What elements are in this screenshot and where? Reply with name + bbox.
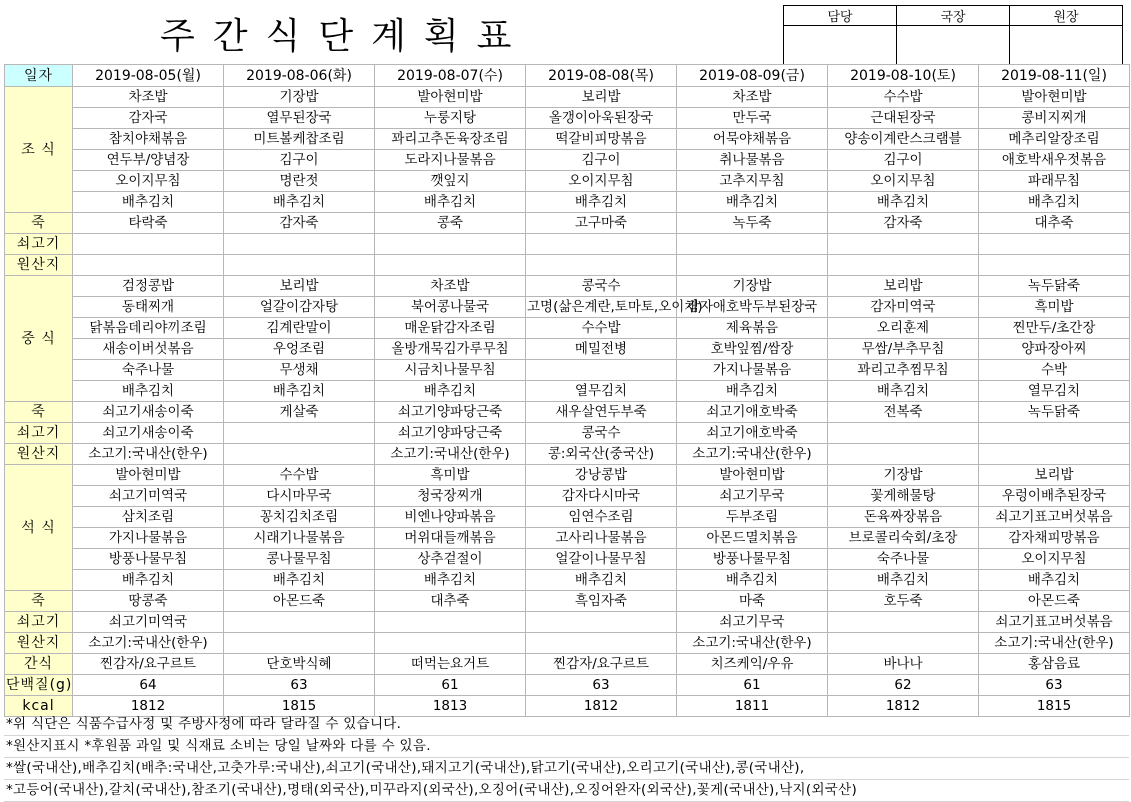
menu-cell[interactable]: 쇠고기무국 [677,486,828,507]
approval-label: 국장 [897,6,1010,26]
menu-cell[interactable]: 깻잎지 [375,171,526,192]
table-row [5,612,1130,633]
menu-cell[interactable] [224,612,375,633]
menu-cell[interactable]: 배추김치 [677,381,828,402]
menu-cell[interactable]: 김구이 [224,150,375,171]
menu-cell[interactable]: 소고기:국내산(한우) [979,633,1130,654]
table-row [5,318,1130,339]
menu-cell[interactable]: 상추겉절이 [375,549,526,570]
menu-cell[interactable]: 메밀전병 [526,339,677,360]
menu-cell[interactable]: 가지나물볶음 [73,528,224,549]
menu-cell[interactable]: 방풍나물무침 [677,549,828,570]
menu-cell[interactable]: 아몬드죽 [224,591,375,612]
menu-cell[interactable]: 열무김치 [526,381,677,402]
table-row [5,528,1130,549]
menu-cell[interactable]: 배추김치 [677,570,828,591]
menu-cell[interactable]: 발아현미밥 [73,465,224,486]
menu-cell[interactable]: 배추김치 [979,570,1130,591]
menu-cell[interactable]: 쇠고기표고버섯볶음 [979,612,1130,633]
menu-cell[interactable]: 배추김치 [224,570,375,591]
menu-cell[interactable]: 얼갈이나물무침 [526,549,677,570]
menu-cell[interactable]: 흑미밥 [375,465,526,486]
menu-cell[interactable]: 파래무침 [979,171,1130,192]
menu-cell[interactable]: 취나물볶음 [677,150,828,171]
menu-cell[interactable]: 보리밥 [979,465,1130,486]
menu-cell[interactable]: 도라지나물볶음 [375,150,526,171]
menu-cell[interactable]: 애호박새우젓볶음 [979,150,1130,171]
menu-cell[interactable]: 우렁이배추된장국 [979,486,1130,507]
origin-label: 쇠고기 [5,612,73,633]
menu-cell[interactable] [224,423,375,444]
menu-cell[interactable] [526,255,677,276]
table-row [5,192,1130,213]
menu-cell[interactable]: 미트볼케찹조림 [224,129,375,150]
table-row [5,591,1130,612]
menu-cell[interactable]: 63 [224,675,375,696]
menu-cell[interactable]: 어묵야채볶음 [677,129,828,150]
menu-cell[interactable] [224,255,375,276]
table-row [5,87,1130,108]
table-row [5,213,1130,234]
menu-cell[interactable]: 누룽지탕 [375,108,526,129]
menu-cell[interactable]: 2019-08-07(수) [375,65,526,87]
menu-cell[interactable]: 발아현미밥 [375,87,526,108]
menu-cell[interactable]: 고사리나물볶음 [526,528,677,549]
menu-cell[interactable]: 김계란말이 [224,318,375,339]
menu-cell[interactable]: 떡갈비피망볶음 [526,129,677,150]
menu-cell[interactable]: 열무된장국 [224,108,375,129]
menu-cell[interactable] [73,234,224,255]
menu-cell[interactable]: 기장밥 [677,276,828,297]
table-row [5,570,1130,591]
menu-cell[interactable]: 새우살연두부죽 [526,402,677,423]
menu-cell[interactable] [526,234,677,255]
table-row [5,276,1130,297]
menu-cell[interactable]: 고명(삶은계란,토마토,오이채) [526,297,677,318]
origin-label: 쇠고기 [5,423,73,444]
menu-cell[interactable]: 63 [526,675,677,696]
menu-cell[interactable]: 수수밥 [526,318,677,339]
menu-cell[interactable]: 61 [375,675,526,696]
table-row [5,633,1130,654]
menu-cell[interactable]: 감자다시마국 [526,486,677,507]
menu-cell[interactable]: 무생채 [224,360,375,381]
menu-cell[interactable]: 아몬드죽 [979,591,1130,612]
menu-cell[interactable]: 돈육짜장볶음 [828,507,979,528]
menu-cell[interactable]: 배추김치 [828,381,979,402]
menu-cell[interactable]: 매운닭감자조림 [375,318,526,339]
menu-cell[interactable]: 북어콩나물국 [375,297,526,318]
table-row [5,507,1130,528]
menu-cell[interactable]: 61 [677,675,828,696]
menu-cell[interactable]: 올갱이아욱된장국 [526,108,677,129]
menu-cell[interactable]: 콩국수 [526,423,677,444]
table-row [5,108,1130,129]
table-row [5,360,1130,381]
menu-cell[interactable]: 2019-08-10(토) [828,65,979,87]
menu-cell[interactable]: 오이지무침 [526,171,677,192]
note-line: *고등어(국내산),갈치(국내산),참조기(국내산),명태(외국산),미꾸라지(외국산),오징어(국내산),오징어완자(외국산),꽃게(국내산),낙지(외국산) [4,780,1129,802]
menu-cell[interactable]: 녹두닭죽 [979,402,1130,423]
table-row [5,423,1130,444]
menu-cell[interactable]: 보리밥 [828,276,979,297]
menu-cell[interactable]: 삼치조림 [73,507,224,528]
menu-cell[interactable]: 1815 [979,696,1130,717]
menu-cell[interactable]: 배추김치 [73,192,224,213]
menu-cell[interactable]: 찐만두/초간장 [979,318,1130,339]
note-line: *쌀(국내산),배추김치(배추:국내산,고춧가루:국내산),쇠고기(국내산),돼지고기(국내산),닭고기(국내산),오리고기(국내산),콩(국내산), [4,758,1129,780]
menu-cell[interactable] [224,444,375,465]
menu-cell[interactable]: 오리훈제 [828,318,979,339]
table-row [5,339,1130,360]
table-row [5,129,1130,150]
menu-cell[interactable]: 임연수조림 [526,507,677,528]
menu-cell[interactable]: 떠먹는요거트 [375,654,526,675]
menu-cell[interactable]: 꽈리고추돈육장조림 [375,129,526,150]
weekly-menu-table [4,64,1130,717]
table-row [5,234,1130,255]
menu-cell[interactable]: 63 [979,675,1130,696]
menu-cell[interactable]: 메추리알장조림 [979,129,1130,150]
menu-cell[interactable]: 양송이계란스크램블 [828,129,979,150]
porridge-label: 죽 [5,591,73,612]
menu-cell[interactable]: 땅콩죽 [73,591,224,612]
table-row [5,654,1130,675]
porridge-label: 죽 [5,213,73,234]
menu-cell[interactable]: 발아현미밥 [677,465,828,486]
menu-cell[interactable] [224,234,375,255]
menu-cell[interactable]: 만두국 [677,108,828,129]
menu-cell[interactable]: 소고기:국내산(한우) [375,444,526,465]
notes [4,714,1129,802]
menu-cell[interactable]: 발아현미밥 [979,87,1130,108]
table-row [5,549,1130,570]
menu-cell[interactable] [828,234,979,255]
approval-sign-cell[interactable] [1010,26,1123,67]
menu-cell[interactable]: 배추김치 [375,570,526,591]
menu-cell[interactable]: 1815 [224,696,375,717]
menu-cell[interactable]: 바나나 [828,654,979,675]
origin-label: 원산지 [5,255,73,276]
menu-cell[interactable]: 기장밥 [224,87,375,108]
table-row [5,150,1130,171]
menu-cell[interactable]: 쇠고기표고버섯볶음 [979,507,1130,528]
menu-cell[interactable] [526,360,677,381]
menu-cell[interactable]: 배추김치 [375,192,526,213]
menu-cell[interactable]: 꽈리고추찜무침 [828,360,979,381]
menu-cell[interactable] [677,234,828,255]
menu-cell[interactable]: 차조밥 [375,276,526,297]
menu-cell[interactable] [375,255,526,276]
menu-cell[interactable]: 배추김치 [375,381,526,402]
menu-cell[interactable]: 브로콜리숙회/초장 [828,528,979,549]
menu-cell[interactable]: 배추김치 [677,192,828,213]
menu-cell[interactable] [979,444,1130,465]
kcal-label: kcal [5,696,73,717]
menu-cell[interactable] [979,423,1130,444]
menu-cell[interactable]: 청국장찌개 [375,486,526,507]
menu-cell[interactable]: 차조밥 [73,87,224,108]
menu-cell[interactable]: 단호박식혜 [224,654,375,675]
menu-cell[interactable]: 감자죽 [828,213,979,234]
menu-cell[interactable]: 배추김치 [224,381,375,402]
menu-cell[interactable] [375,234,526,255]
menu-cell[interactable]: 타락죽 [73,213,224,234]
menu-cell[interactable] [828,633,979,654]
menu-cell[interactable]: 흑미밥 [979,297,1130,318]
menu-cell[interactable]: 검정콩밥 [73,276,224,297]
lunch-label: 중 식 [5,276,73,402]
menu-cell[interactable]: 보리밥 [224,276,375,297]
menu-cell[interactable]: 고구마죽 [526,213,677,234]
menu-cell[interactable]: 열무김치 [979,381,1130,402]
menu-cell[interactable]: 수수밥 [224,465,375,486]
menu-cell[interactable]: 다시마무국 [224,486,375,507]
menu-cell[interactable]: 1812 [828,696,979,717]
menu-cell[interactable]: 방풍나물무침 [73,549,224,570]
page-title: 주간식단계획표 [160,16,530,57]
menu-cell[interactable]: 녹두죽 [677,213,828,234]
menu-cell[interactable]: 연두부/양념장 [73,150,224,171]
menu-cell[interactable]: 콩죽 [375,213,526,234]
menu-cell[interactable]: 배추김치 [73,381,224,402]
menu-cell[interactable]: 명란젓 [224,171,375,192]
menu-cell[interactable] [375,633,526,654]
dinner-label: 석 식 [5,465,73,591]
menu-cell[interactable] [828,255,979,276]
menu-cell[interactable]: 기장밥 [828,465,979,486]
menu-cell[interactable]: 쇠고기미역국 [73,486,224,507]
menu-cell[interactable] [979,255,1130,276]
origin-label: 원산지 [5,633,73,654]
menu-cell[interactable]: 꽁치김치조림 [224,507,375,528]
menu-cell[interactable] [828,444,979,465]
menu-cell[interactable]: 제육볶음 [677,318,828,339]
table-row [5,465,1130,486]
menu-cell[interactable]: 콩비지찌개 [979,108,1130,129]
menu-cell[interactable]: 감자국 [73,108,224,129]
menu-cell[interactable] [526,612,677,633]
menu-cell[interactable]: 동태찌개 [73,297,224,318]
menu-cell[interactable]: 근대된장국 [828,108,979,129]
table-row [5,486,1130,507]
menu-cell[interactable]: 두부조림 [677,507,828,528]
menu-cell[interactable]: 콩:외국산(중국산) [526,444,677,465]
menu-cell[interactable] [979,234,1130,255]
menu-cell[interactable]: 올방개묵김가루무침 [375,339,526,360]
menu-cell[interactable]: 2019-08-06(화) [224,65,375,87]
approval-sign-cell[interactable] [784,26,897,67]
menu-cell[interactable]: 쇠고기애호박죽 [677,423,828,444]
menu-cell[interactable]: 쇠고기애호박죽 [677,402,828,423]
menu-cell[interactable]: 1813 [375,696,526,717]
menu-cell[interactable]: 전복죽 [828,402,979,423]
menu-cell[interactable]: 숙주나물 [73,360,224,381]
breakfast-label: 조 식 [5,87,73,213]
protein-label: 단백질(g) [5,675,73,696]
approval-box [783,5,1123,67]
menu-cell[interactable] [224,633,375,654]
menu-cell[interactable]: 쇠고기새송이죽 [73,402,224,423]
menu-cell[interactable]: 우엉조림 [224,339,375,360]
menu-cell[interactable]: 닭볶음데리야끼조림 [73,318,224,339]
menu-cell[interactable]: 숙주나물 [828,549,979,570]
menu-cell[interactable]: 시금치나물무침 [375,360,526,381]
table-row [5,297,1130,318]
menu-cell[interactable]: 수수밥 [828,87,979,108]
menu-cell[interactable]: 꽃게해물탕 [828,486,979,507]
menu-cell[interactable]: 배추김치 [979,192,1130,213]
menu-cell[interactable]: 쇠고기무국 [677,612,828,633]
menu-cell[interactable]: 대추죽 [375,591,526,612]
note-line: *원산지표시 *후원품 과일 및 식재료 소비는 당일 날짜와 다를 수 있음. [4,736,1129,758]
menu-cell[interactable]: 감자애호박두부된장국 [677,297,828,318]
menu-cell[interactable]: 감자죽 [224,213,375,234]
menu-cell[interactable] [375,612,526,633]
menu-cell[interactable]: 배추김치 [224,192,375,213]
menu-cell[interactable]: 2019-08-08(목) [526,65,677,87]
table-row [5,381,1130,402]
menu-cell[interactable]: 찐감자/요구르트 [73,654,224,675]
date-label: 일자 [5,65,73,87]
table-row [5,444,1130,465]
snack-label: 간식 [5,654,73,675]
menu-cell[interactable]: 대추죽 [979,213,1130,234]
note-line: *위 식단은 식품수급사정 및 주방사정에 따라 달라질 수 있습니다. [4,714,1129,736]
menu-cell[interactable]: 2019-08-09(금) [677,65,828,87]
menu-cell[interactable]: 2019-08-11(일) [979,65,1130,87]
menu-cell[interactable]: 찐감자/요구르트 [526,654,677,675]
menu-cell[interactable]: 쇠고기양파당근죽 [375,402,526,423]
menu-cell[interactable]: 소고기:국내산(한우) [73,444,224,465]
menu-cell[interactable]: 시래기나물볶음 [224,528,375,549]
menu-cell[interactable]: 오이지무침 [73,171,224,192]
menu-cell[interactable]: 64 [73,675,224,696]
menu-cell[interactable]: 감자미역국 [828,297,979,318]
menu-cell[interactable]: 62 [828,675,979,696]
table-row [5,171,1130,192]
menu-cell[interactable] [73,255,224,276]
menu-cell[interactable]: 얼갈이감자탕 [224,297,375,318]
menu-cell[interactable]: 머위대들깨볶음 [375,528,526,549]
menu-cell[interactable]: 배추김치 [828,192,979,213]
table-row [5,65,1130,87]
table-row [5,255,1130,276]
menu-cell[interactable]: 수박 [979,360,1130,381]
menu-cell[interactable]: 녹두닭죽 [979,276,1130,297]
approval-sign-cell[interactable] [897,26,1010,67]
menu-cell[interactable]: 1812 [526,696,677,717]
menu-cell[interactable]: 오이지무침 [828,171,979,192]
menu-cell[interactable]: 배추김치 [828,570,979,591]
menu-cell[interactable]: 쇠고기미역국 [73,612,224,633]
menu-cell[interactable]: 새송이버섯볶음 [73,339,224,360]
menu-cell[interactable]: 배추김치 [526,192,677,213]
table-row [5,675,1130,696]
menu-cell[interactable]: 배추김치 [73,570,224,591]
origin-label: 쇠고기 [5,234,73,255]
menu-cell[interactable]: 2019-08-05(월) [73,65,224,87]
menu-cell[interactable]: 1811 [677,696,828,717]
menu-cell[interactable]: 게살죽 [224,402,375,423]
menu-cell[interactable]: 김구이 [828,150,979,171]
menu-cell[interactable]: 흑임자죽 [526,591,677,612]
menu-cell[interactable]: 가지나물볶음 [677,360,828,381]
menu-cell[interactable]: 1812 [73,696,224,717]
menu-cell[interactable] [526,633,677,654]
menu-cell[interactable] [828,612,979,633]
menu-cell[interactable]: 차조밥 [677,87,828,108]
menu-cell[interactable]: 소고기:국내산(한우) [677,633,828,654]
menu-cell[interactable]: 콩나물무침 [224,549,375,570]
menu-cell[interactable]: 소고기:국내산(한우) [73,633,224,654]
menu-cell[interactable]: 배추김치 [526,570,677,591]
menu-cell[interactable]: 오이지무침 [979,549,1130,570]
table-row [5,402,1130,423]
approval-label: 원장 [1010,6,1123,26]
menu-cell[interactable] [677,255,828,276]
menu-cell[interactable]: 마죽 [677,591,828,612]
origin-label: 원산지 [5,444,73,465]
approval-label: 담당 [784,6,897,26]
menu-cell[interactable]: 쇠고기새송이죽 [73,423,224,444]
menu-cell[interactable] [828,423,979,444]
menu-cell[interactable]: 호박잎찜/쌈장 [677,339,828,360]
menu-cell[interactable]: 참치야채볶음 [73,129,224,150]
menu-cell[interactable]: 소고기:국내산(한우) [677,444,828,465]
menu-cell[interactable]: 홍삼음료 [979,654,1130,675]
menu-cell[interactable]: 호두죽 [828,591,979,612]
menu-cell[interactable]: 보리밥 [526,87,677,108]
menu-cell[interactable]: 양파장아찌 [979,339,1130,360]
menu-cell[interactable]: 고추지무침 [677,171,828,192]
menu-cell[interactable]: 아몬드멸치볶음 [677,528,828,549]
menu-cell[interactable]: 치즈케익/우유 [677,654,828,675]
menu-cell[interactable]: 쇠고기양파당근죽 [375,423,526,444]
menu-cell[interactable]: 강낭콩밥 [526,465,677,486]
menu-cell[interactable]: 비엔나양파볶음 [375,507,526,528]
menu-cell[interactable]: 김구이 [526,150,677,171]
porridge-label: 죽 [5,402,73,423]
menu-cell[interactable]: 감자채피망볶음 [979,528,1130,549]
menu-cell[interactable]: 콩국수 [526,276,677,297]
menu-cell[interactable]: 무쌈/부추무침 [828,339,979,360]
